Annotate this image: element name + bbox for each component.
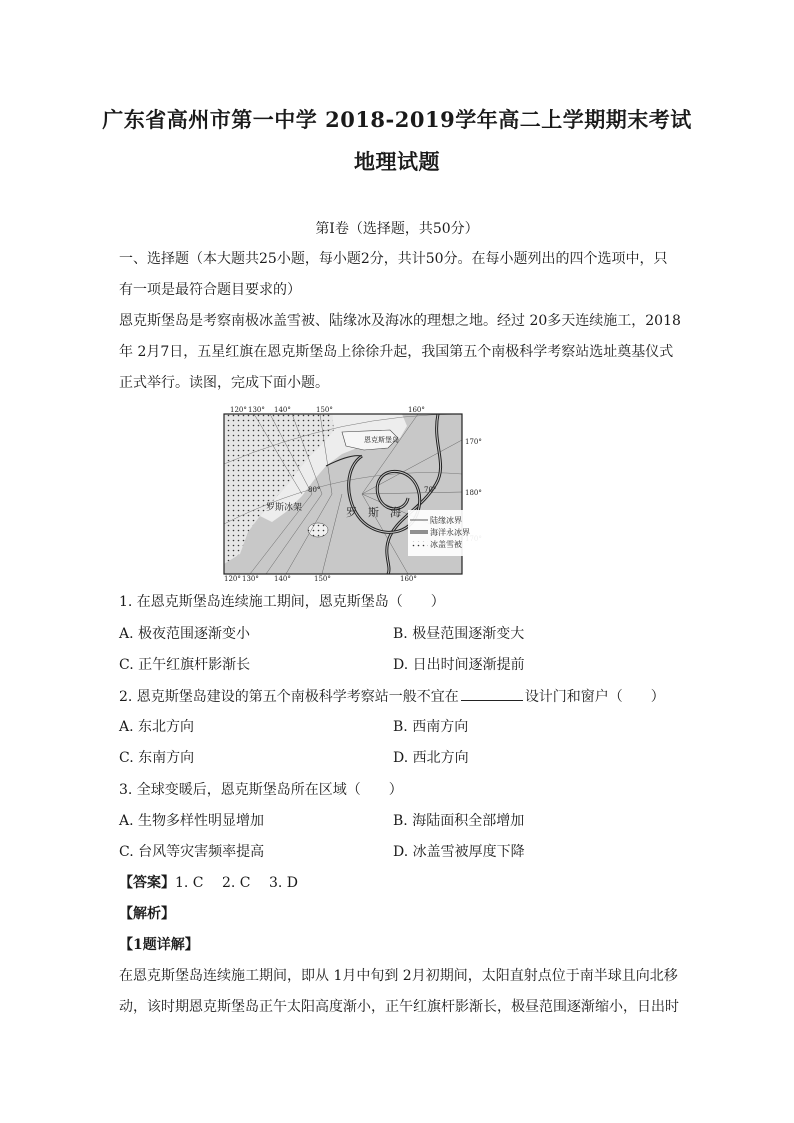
question-2-option-b: B. 西南方向 (393, 719, 469, 735)
question-3-option-c: C. 台风等灾害频率提高 (119, 844, 265, 860)
question-1-option-d: D. 日出时间逐渐提前 (393, 657, 525, 673)
top-tick-120: 120° (230, 406, 247, 414)
island-label: 恩克斯堡岛 (364, 436, 399, 444)
legend-sea-ice: 海洋永冰界 (430, 528, 470, 537)
right-tick-180: 180° (465, 489, 482, 497)
label-80-deg: 80° (308, 486, 321, 494)
question-3-option-d: D. 冰盖雪被厚度下降 (393, 844, 525, 860)
document-title: 广东省高州市第一中学 2018-2019学年高二上学期期末考试 (102, 107, 692, 132)
bottom-tick-160: 160° (400, 575, 417, 583)
answer-label: 【答案】 (119, 875, 175, 891)
analysis-line-2: 动，该时期恩克斯堡岛正午太阳高度渐小，正午红旗杆影渐长，极昼范围逐渐缩小，日出时 (119, 999, 679, 1015)
question-2-stem-suffix: 设计门和窗户（ ） (524, 689, 665, 705)
bottom-tick-120: 120° (224, 575, 241, 583)
question-2-option-d: D. 西北方向 (393, 750, 469, 766)
label-70-deg: 70° (424, 486, 437, 494)
bottom-tick-140: 140° (274, 575, 291, 583)
ross-sea-map (222, 404, 490, 584)
map-legend (408, 510, 490, 556)
question-1-option-b: B. 极昼范围逐渐变大 (393, 626, 525, 642)
passage-line-2: 年 2月7日，五星红旗在恩克斯堡岛上徐徐升起，我国第五个南极科学考察站选址奠基仪式 (119, 344, 674, 360)
top-tick-140: 140° (274, 406, 291, 414)
bottom-tick-130: 130° (242, 575, 259, 583)
passage-line-1: 恩克斯堡岛是考察南极冰盖雪被、陆缘冰及海冰的理想之地。经过 20多天连续施工，2018 (119, 313, 681, 329)
top-tick-160: 160° (408, 406, 425, 414)
right-tick-170-top: 170° (465, 438, 482, 446)
bottom-tick-150: 150° (314, 575, 331, 583)
islet-dots (308, 523, 328, 537)
answer-text: 1. C 2. C 3. D (175, 875, 298, 891)
question-3-option-a: A. 生物多样性明显增加 (119, 813, 265, 829)
top-tick-130: 130° (248, 406, 265, 414)
question-2-blank (461, 686, 523, 701)
sea-label: 罗 斯 海 (346, 506, 401, 519)
document-subtitle: 地理试题 (354, 149, 440, 174)
instruction-line-2: 有一项是最符合题目要求的） (119, 282, 301, 298)
question-3-stem: 3. 全球变暖后，恩克斯堡岛所在区域（ ） (119, 782, 403, 798)
question-1-option-a: A. 极夜范围逐渐变小 (119, 626, 251, 642)
top-tick-150: 150° (316, 406, 333, 414)
question-2-stem (119, 686, 665, 707)
answer-line (119, 873, 298, 893)
analysis-label: 【解析】 (119, 906, 175, 922)
question-2-stem-prefix: 2. 恩克斯堡岛建设的第五个南极科学考察站一般不宜在 (119, 689, 459, 705)
question-1-stem: 1. 在恩克斯堡岛连续施工期间，恩克斯堡岛（ ） (119, 594, 445, 610)
question-3-option-b: B. 海陆面积全部增加 (393, 813, 525, 829)
legend-ice-cover-swatch (410, 541, 428, 547)
analysis-detail-label: 【1题详解】 (119, 937, 199, 953)
legend-land-ice: 陆缘冰界 (430, 516, 462, 525)
question-2-option-a: A. 东北方向 (119, 719, 195, 735)
instruction-line-1: 一、选择题（本大题共25小题，每小题2分，共计50分。在每小题列出的四个选项中，只 (119, 251, 668, 267)
legend-ice-cover: 冰盖雪被 (430, 540, 462, 549)
section-heading: 第Ⅰ卷（选择题，共50分） (315, 221, 479, 237)
passage-line-3: 正式举行。读图，完成下面小题。 (119, 375, 329, 391)
analysis-line-1: 在恩克斯堡岛连续施工期间，即从 1月中旬到 2月初期间，太阳直射点位于南半球且向北移 (119, 968, 678, 984)
ice-shelf-label: 罗斯冰架 (266, 503, 303, 513)
question-2-option-c: C. 东南方向 (119, 750, 195, 766)
question-1-option-c: C. 正午红旗杆影渐长 (119, 657, 251, 673)
